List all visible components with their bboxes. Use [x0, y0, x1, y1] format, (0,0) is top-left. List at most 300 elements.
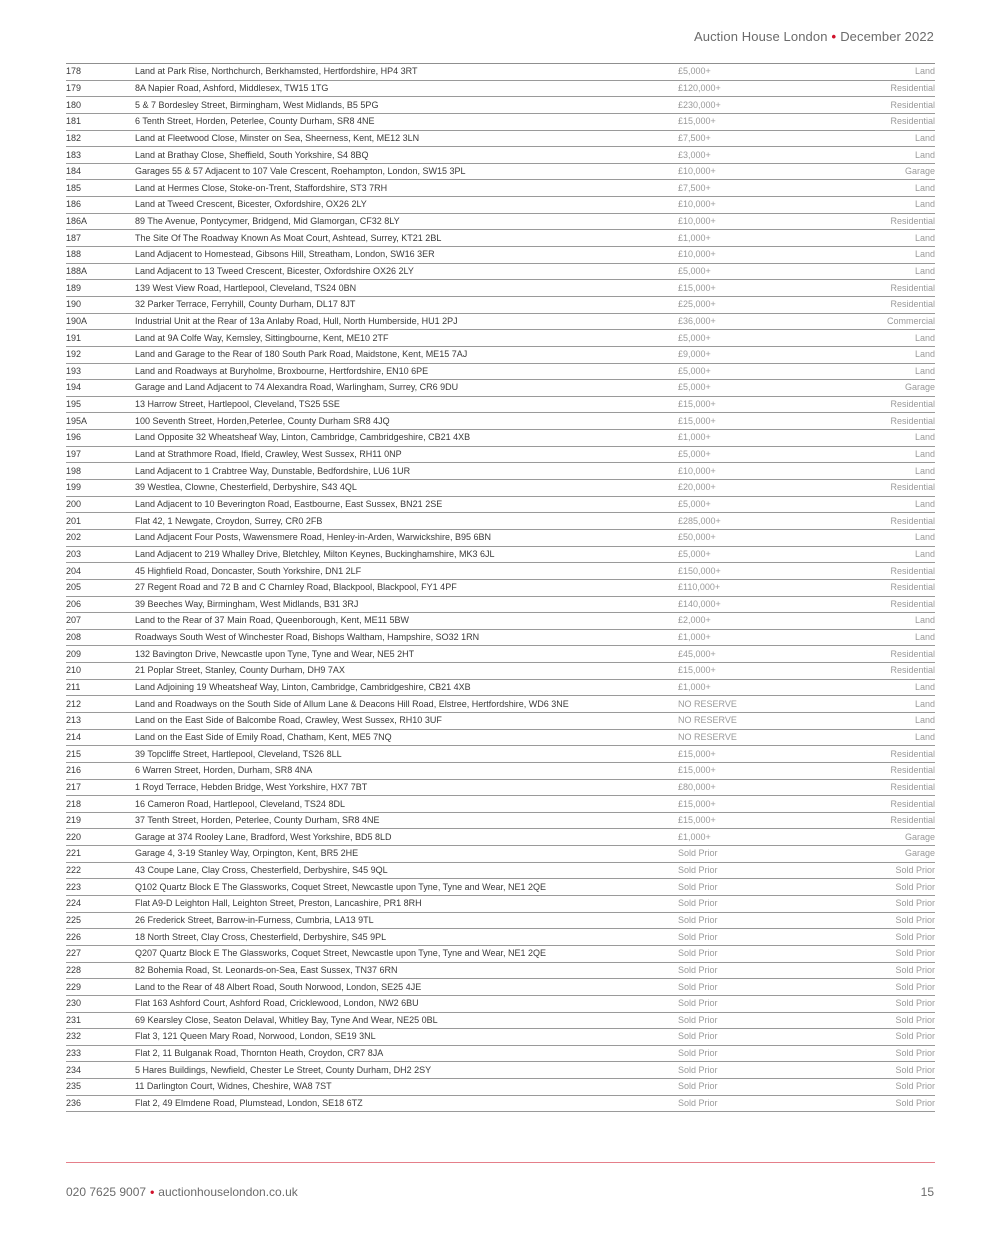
guide-price: £5,000+: [678, 332, 711, 343]
lot-address: Land Adjoining 19 Wheatsheaf Way, Linton, Cambridge, Cambridgeshire, CB21 4XB: [135, 682, 471, 693]
lots-table: [66, 63, 935, 1112]
property-type: Land: [914, 532, 935, 543]
lot-address: 69 Kearsley Close, Seaton Delaval, Whitley Bay, Tyne And Wear, NE25 0BL: [135, 1014, 438, 1025]
table-row: [66, 730, 935, 747]
lot-address: Flat 163 Ashford Court, Ashford Road, Cricklewood, London, NW2 6BU: [135, 998, 419, 1009]
guide-price: £45,000+: [678, 648, 716, 659]
property-type: Land: [914, 232, 935, 243]
property-type: Residential: [890, 116, 935, 127]
page-number: 15: [920, 1185, 934, 1199]
lot-address: Land Opposite 32 Wheatsheaf Way, Linton, Cambridge, Cambridgeshire, CB21 4XB: [135, 432, 471, 443]
lot-address: Garages 55 & 57 Adjacent to 107 Vale Crescent, Roehampton, London, SW15 3PL: [135, 166, 466, 177]
guide-price: £120,000+: [678, 82, 721, 93]
guide-price: £140,000+: [678, 598, 721, 609]
guide-price: £15,000+: [678, 815, 716, 826]
property-type: Residential: [890, 482, 935, 493]
property-type: Residential: [890, 299, 935, 310]
website-link[interactable]: auctionhouselondon.co.uk: [158, 1185, 298, 1199]
table-row: [66, 114, 935, 131]
property-type: Garage: [904, 831, 935, 842]
table-row: [66, 780, 935, 797]
lot-address: 5 Hares Buildings, Newfield, Chester Le Street, County Durham, DH2 2SY: [135, 1064, 432, 1075]
lot-address: 26 Frederick Street, Barrow-in-Furness, Cumbria, LA13 9TL: [135, 914, 374, 925]
table-row: [66, 131, 935, 148]
table-row: [66, 297, 935, 314]
lot-address: Land at Hermes Close, Stoke-on-Trent, Staffordshire, ST3 7RH: [135, 182, 388, 193]
lot-address: 89 The Avenue, Pontycymer, Bridgend, Mid Glamorgan, CF32 8LY: [135, 216, 400, 227]
guide-price: £10,000+: [678, 166, 716, 177]
lot-number: 185: [66, 182, 82, 193]
lot-number: 194: [66, 382, 82, 393]
property-type: Land: [914, 465, 935, 476]
lot-number: 190: [66, 299, 82, 310]
property-type: Land: [914, 132, 935, 143]
guide-price: £80,000+: [678, 781, 716, 792]
property-type: Land: [914, 698, 935, 709]
lot-number: 190A: [66, 315, 88, 326]
table-row: [66, 513, 935, 530]
table-row: [66, 580, 935, 597]
lot-address: 32 Parker Terrace, Ferryhill, County Durham, DL17 8JT: [135, 299, 356, 310]
lot-address: 132 Bavington Drive, Newcastle upon Tyne, Tyne and Wear, NE5 2HT: [135, 648, 415, 659]
guide-price: £5,000+: [678, 548, 711, 559]
property-type: Sold Prior: [895, 931, 935, 942]
lot-address: 5 & 7 Bordesley Street, Birmingham, West Midlands, B5 5PG: [135, 99, 379, 110]
table-row: [66, 547, 935, 564]
guide-price: Sold Prior: [678, 914, 718, 925]
property-type: Garage: [904, 848, 935, 859]
guide-price: £7,500+: [678, 132, 711, 143]
lot-number: 201: [66, 515, 82, 526]
lot-address: 39 Beeches Way, Birmingham, West Midlands, B31 3RJ: [135, 598, 359, 609]
guide-price: Sold Prior: [678, 1048, 718, 1059]
guide-price: £1,000+: [678, 831, 711, 842]
property-type: Land: [914, 249, 935, 260]
guide-price: £5,000+: [678, 449, 711, 460]
table-row: [66, 230, 935, 247]
property-type: Residential: [890, 748, 935, 759]
guide-price: £15,000+: [678, 282, 716, 293]
table-row: [66, 463, 935, 480]
guide-price: Sold Prior: [678, 881, 718, 892]
lot-number: 228: [66, 964, 82, 975]
guide-price: £5,000+: [678, 382, 711, 393]
lot-number: 198: [66, 465, 82, 476]
property-type: Sold Prior: [895, 1098, 935, 1109]
table-row: [66, 64, 935, 81]
property-type: Sold Prior: [895, 898, 935, 909]
lot-address: 16 Cameron Road, Hartlepool, Cleveland, TS24 8DL: [135, 798, 345, 809]
guide-price: £15,000+: [678, 765, 716, 776]
lot-address: 8A Napier Road, Ashford, Middlesex, TW15 1TG: [135, 82, 329, 93]
guide-price: £15,000+: [678, 116, 716, 127]
lot-number: 231: [66, 1014, 82, 1025]
lot-number: 189: [66, 282, 82, 293]
property-type: Land: [914, 349, 935, 360]
guide-price: Sold Prior: [678, 1081, 718, 1092]
lot-address: 21 Poplar Street, Stanley, County Durham, DH9 7AX: [135, 665, 345, 676]
property-type: Sold Prior: [895, 1081, 935, 1092]
lot-address: Land and Garage to the Rear of 180 South Park Road, Maidstone, Kent, ME15 7AJ: [135, 349, 468, 360]
lot-address: Land Adjacent Four Posts, Wawensmere Road, Henley-in-Arden, Warwickshire, B95 6BN: [135, 532, 491, 543]
lot-address: Land Adjacent to Homestead, Gibsons Hill, Streatham, London, SW16 3ER: [135, 249, 435, 260]
property-type: Residential: [890, 82, 935, 93]
property-type: Sold Prior: [895, 981, 935, 992]
guide-price: £5,000+: [678, 365, 711, 376]
footer-contact: [66, 1185, 298, 1199]
guide-price: £15,000+: [678, 748, 716, 759]
separator-dot: •: [831, 29, 837, 44]
lot-number: 178: [66, 66, 82, 77]
property-type: Residential: [890, 515, 935, 526]
guide-price: £3,000+: [678, 149, 711, 160]
table-row: [66, 380, 935, 397]
table-row: [66, 214, 935, 231]
lot-address: Land to the Rear of 37 Main Road, Queenborough, Kent, ME11 5BW: [135, 615, 410, 626]
table-row: [66, 929, 935, 946]
lot-address: Flat 2, 49 Elmdene Road, Plumstead, London, SE18 6TZ: [135, 1098, 363, 1109]
property-type: Sold Prior: [895, 964, 935, 975]
property-type: Land: [914, 731, 935, 742]
lot-address: Land at Tweed Crescent, Bicester, Oxfordshire, OX26 2LY: [135, 199, 367, 210]
guide-price: £1,000+: [678, 632, 711, 643]
guide-price: Sold Prior: [678, 1031, 718, 1042]
page-header: [694, 29, 934, 44]
table-row: [66, 646, 935, 663]
guide-price: Sold Prior: [678, 865, 718, 876]
property-type: Land: [914, 149, 935, 160]
table-row: [66, 963, 935, 980]
table-row: [66, 1096, 935, 1113]
table-row: [66, 147, 935, 164]
lot-address: 139 West View Road, Hartlepool, Cleveland, TS24 0BN: [135, 282, 357, 293]
lot-number: 207: [66, 615, 82, 626]
property-type: Land: [914, 66, 935, 77]
property-type: Land: [914, 682, 935, 693]
lot-address: 6 Warren Street, Horden, Durham, SR8 4NA: [135, 765, 313, 776]
guide-price: £50,000+: [678, 532, 716, 543]
lot-number: 206: [66, 598, 82, 609]
guide-price: £5,000+: [678, 66, 711, 77]
property-type: Residential: [890, 765, 935, 776]
table-row: [66, 430, 935, 447]
property-type: Sold Prior: [895, 998, 935, 1009]
table-row: [66, 1079, 935, 1096]
table-row: [66, 896, 935, 913]
property-type: Sold Prior: [895, 1064, 935, 1075]
table-row: [66, 413, 935, 430]
property-type: Land: [914, 365, 935, 376]
separator-dot: •: [150, 1185, 155, 1199]
table-row: [66, 164, 935, 181]
lot-number: 186A: [66, 216, 88, 227]
lot-number: 191: [66, 332, 82, 343]
table-row: [66, 1029, 935, 1046]
table-row: [66, 563, 935, 580]
table-row: [66, 913, 935, 930]
table-row: [66, 264, 935, 281]
lot-address: Garage 4, 3-19 Stanley Way, Orpington, Kent, BR5 2HE: [135, 848, 359, 859]
lot-number: 216: [66, 765, 82, 776]
table-row: [66, 397, 935, 414]
table-row: [66, 97, 935, 114]
lot-address: 27 Regent Road and 72 B and C Charnley Road, Blackpool, Blackpool, FY1 4PF: [135, 582, 457, 593]
table-row: [66, 247, 935, 264]
footer-divider: [66, 1162, 935, 1163]
lot-address: Land on the East Side of Balcombe Road, Crawley, West Sussex, RH10 3UF: [135, 715, 442, 726]
property-type: Land: [914, 615, 935, 626]
lot-number: 195: [66, 399, 82, 410]
property-type: Sold Prior: [895, 1031, 935, 1042]
lot-number: 236: [66, 1098, 82, 1109]
table-row: [66, 197, 935, 214]
guide-price: £10,000+: [678, 465, 716, 476]
lot-number: 183: [66, 149, 82, 160]
guide-price: £110,000+: [678, 582, 721, 593]
property-type: Land: [914, 632, 935, 643]
guide-price: £10,000+: [678, 199, 716, 210]
property-type: Sold Prior: [895, 1048, 935, 1059]
lot-address: Land Adjacent to 219 Whalley Drive, Bletchley, Milton Keynes, Buckinghamshire, MK3 6JL: [135, 548, 495, 559]
lot-number: 212: [66, 698, 82, 709]
lot-number: 187: [66, 232, 82, 243]
table-row: [66, 314, 935, 331]
lot-number: 215: [66, 748, 82, 759]
property-type: Sold Prior: [895, 865, 935, 876]
lot-address: Q102 Quartz Block E The Glassworks, Coquet Street, Newcastle upon Tyne, Tyne and Wear, NE1 2QE: [135, 881, 547, 892]
lot-address: Land on the East Side of Emily Road, Chatham, Kent, ME5 7NQ: [135, 731, 392, 742]
property-type: Sold Prior: [895, 881, 935, 892]
lot-address: Land Adjacent to 10 Beverington Road, Eastbourne, East Sussex, BN21 2SE: [135, 498, 443, 509]
table-row: [66, 996, 935, 1013]
lot-address: Land Adjacent to 13 Tweed Crescent, Bicester, Oxfordshire OX26 2LY: [135, 266, 414, 276]
guide-price: Sold Prior: [678, 1014, 718, 1025]
lot-address: 45 Highfield Road, Doncaster, South Yorkshire, DN1 2LF: [135, 565, 362, 576]
table-row: [66, 447, 935, 464]
lot-address: Land Adjacent to 1 Crabtree Way, Dunstable, Bedfordshire, LU6 1UR: [135, 465, 411, 476]
lot-number: 204: [66, 565, 82, 576]
lot-number: 230: [66, 998, 82, 1009]
table-row: [66, 829, 935, 846]
guide-price: £230,000+: [678, 99, 721, 110]
phone-number[interactable]: 020 7625 9007: [66, 1185, 147, 1199]
property-type: Garage: [904, 166, 935, 177]
lot-address: Land at Fleetwood Close, Minster on Sea, Sheerness, Kent, ME12 3LN: [135, 132, 420, 143]
table-row: [66, 713, 935, 730]
property-type: Commercial: [886, 315, 935, 326]
guide-price: £15,000+: [678, 665, 716, 676]
guide-price: £10,000+: [678, 216, 716, 227]
lot-number: 234: [66, 1064, 82, 1075]
guide-price: £36,000+: [678, 315, 716, 326]
lot-address: Flat 3, 121 Queen Mary Road, Norwood, London, SE19 3NL: [135, 1031, 376, 1042]
lot-number: 199: [66, 482, 82, 493]
property-type: Land: [914, 266, 935, 276]
lot-number: 197: [66, 449, 82, 460]
guide-price: Sold Prior: [678, 1098, 718, 1109]
property-type: Residential: [890, 781, 935, 792]
table-row: [66, 863, 935, 880]
table-row: [66, 846, 935, 863]
guide-price: £7,500+: [678, 182, 711, 193]
table-row: [66, 1013, 935, 1030]
table-row: [66, 979, 935, 996]
table-row: [66, 879, 935, 896]
lot-address: Industrial Unit at the Rear of 13a Anlaby Road, Hull, North Humberside, HU1 2PJ: [135, 315, 458, 326]
guide-price: Sold Prior: [678, 848, 718, 859]
property-type: Residential: [890, 815, 935, 826]
property-type: Land: [914, 432, 935, 443]
lot-number: 203: [66, 548, 82, 559]
lot-number: 193: [66, 365, 82, 376]
lot-address: 39 Topcliffe Street, Hartlepool, Cleveland, TS26 8LL: [135, 748, 342, 759]
lot-number: 217: [66, 781, 82, 792]
guide-price: £1,000+: [678, 232, 711, 243]
lot-address: 43 Coupe Lane, Clay Cross, Chesterfield, Derbyshire, S45 9QL: [135, 865, 388, 876]
table-row: [66, 364, 935, 381]
property-type: Residential: [890, 665, 935, 676]
table-row: [66, 280, 935, 297]
guide-price: £5,000+: [678, 266, 711, 276]
table-row: [66, 1062, 935, 1079]
property-type: Residential: [890, 282, 935, 293]
lot-address: 1 Royd Terrace, Hebden Bridge, West Yorkshire, HX7 7BT: [135, 781, 368, 792]
lot-address: Q207 Quartz Block E The Glassworks, Coquet Street, Newcastle upon Tyne, Tyne and Wear, NE1 2QE: [135, 948, 547, 959]
guide-price: £15,000+: [678, 798, 716, 809]
guide-price: Sold Prior: [678, 948, 718, 959]
property-type: Residential: [890, 648, 935, 659]
lot-address: Land and Roadways on the South Side of Allum Lane & Deacons Hill Road, Elstree, Hertfordshire, WD6 3NE: [135, 698, 569, 709]
brand-name: Auction House London: [693, 29, 828, 44]
lot-address: The Site Of The Roadway Known As Moat Court, Ashtead, Surrey, KT21 2BL: [135, 232, 442, 243]
lot-number: 210: [66, 665, 82, 676]
lot-number: 192: [66, 349, 82, 360]
lot-address: 11 Darlington Court, Widnes, Cheshire, WA8 7ST: [135, 1081, 332, 1092]
lot-number: 188A: [66, 266, 88, 276]
lot-address: Garage and Land Adjacent to 74 Alexandra Road, Warlingham, Surrey, CR6 9DU: [135, 382, 459, 393]
lot-number: 218: [66, 798, 82, 809]
guide-price: NO RESERVE: [678, 715, 737, 726]
lot-number: 214: [66, 731, 82, 742]
table-row: [66, 680, 935, 697]
lot-number: 229: [66, 981, 82, 992]
property-type: Residential: [890, 216, 935, 227]
property-type: Sold Prior: [895, 948, 935, 959]
lot-number: 208: [66, 632, 82, 643]
property-type: Residential: [890, 399, 935, 410]
lot-number: 224: [66, 898, 82, 909]
lot-number: 211: [66, 682, 81, 693]
guide-price: £10,000+: [678, 249, 716, 260]
table-row: [66, 663, 935, 680]
lot-number: 232: [66, 1031, 82, 1042]
table-row: [66, 597, 935, 614]
lot-number: 209: [66, 648, 82, 659]
property-type: Residential: [890, 99, 935, 110]
property-type: Garage: [904, 382, 935, 393]
property-type: Residential: [890, 415, 935, 426]
lot-address: Land to the Rear of 48 Albert Road, South Norwood, London, SE25 4JE: [135, 981, 422, 992]
lot-number: 213: [66, 715, 82, 726]
guide-price: £285,000+: [678, 515, 721, 526]
property-type: Residential: [890, 582, 935, 593]
table-row: [66, 763, 935, 780]
lot-address: 18 North Street, Clay Cross, Chesterfield, Derbyshire, S45 9PL: [135, 931, 387, 942]
table-row: [66, 630, 935, 647]
table-row: [66, 796, 935, 813]
lot-number: 233: [66, 1048, 82, 1059]
property-type: Residential: [890, 598, 935, 609]
lot-number: 222: [66, 865, 82, 876]
lot-address: 39 Westlea, Clowne, Chesterfield, Derbyshire, S43 4QL: [135, 482, 357, 493]
guide-price: Sold Prior: [678, 1064, 718, 1075]
guide-price: £25,000+: [678, 299, 716, 310]
property-type: Sold Prior: [895, 1014, 935, 1025]
lot-address: Roadways South West of Winchester Road, Bishops Waltham, Hampshire, SO32 1RN: [135, 632, 480, 643]
property-type: Sold Prior: [895, 914, 935, 925]
lot-number: 219: [66, 815, 82, 826]
lot-address: Land at Park Rise, Northchurch, Berkhamsted, Hertfordshire, HP4 3RT: [135, 66, 418, 77]
guide-price: £1,000+: [678, 682, 711, 693]
table-row: [66, 347, 935, 364]
guide-price: Sold Prior: [678, 898, 718, 909]
guide-price: £20,000+: [678, 482, 716, 493]
property-type: Residential: [890, 565, 935, 576]
table-row: [66, 696, 935, 713]
table-row: [66, 497, 935, 514]
guide-price: NO RESERVE: [678, 731, 737, 742]
property-type: Land: [914, 199, 935, 210]
lot-number: 225: [66, 914, 82, 925]
guide-price: Sold Prior: [678, 964, 718, 975]
table-row: [66, 1046, 935, 1063]
table-row: [66, 480, 935, 497]
guide-price: £1,000+: [678, 432, 711, 443]
lot-number: 235: [66, 1081, 82, 1092]
lot-address: Flat A9-D Leighton Hall, Leighton Street, Preston, Lancashire, PR1 8RH: [135, 898, 422, 909]
property-type: Land: [914, 182, 935, 193]
guide-price: Sold Prior: [678, 998, 718, 1009]
lot-address: Land and Roadways at Buryholme, Broxbourne, Hertfordshire, EN10 6PE: [135, 365, 429, 376]
property-type: Land: [914, 715, 935, 726]
table-row: [66, 946, 935, 963]
guide-price: Sold Prior: [678, 981, 718, 992]
lot-number: 220: [66, 831, 82, 842]
property-type: Land: [914, 548, 935, 559]
lot-number: 221: [66, 848, 82, 859]
lot-number: 196: [66, 432, 82, 443]
guide-price: £15,000+: [678, 399, 716, 410]
guide-price: £15,000+: [678, 415, 716, 426]
guide-price: £2,000+: [678, 615, 711, 626]
property-type: Land: [914, 449, 935, 460]
lot-number: 179: [66, 82, 82, 93]
table-row: [66, 813, 935, 830]
property-type: Land: [914, 498, 935, 509]
table-row: [66, 530, 935, 547]
lot-number: 226: [66, 931, 82, 942]
lot-address: Flat 2, 11 Bulganak Road, Thornton Heath, Croydon, CR7 8JA: [135, 1048, 384, 1059]
lot-number: 195A: [66, 415, 88, 426]
property-type: Land: [914, 332, 935, 343]
property-type: Residential: [890, 798, 935, 809]
table-row: [66, 180, 935, 197]
lot-address: 37 Tenth Street, Horden, Peterlee, County Durham, SR8 4NE: [135, 815, 380, 826]
lot-number: 182: [66, 132, 82, 143]
table-row: [66, 330, 935, 347]
guide-price: £9,000+: [678, 349, 711, 360]
lot-address: Flat 42, 1 Newgate, Croydon, Surrey, CR0 2FB: [135, 515, 323, 526]
